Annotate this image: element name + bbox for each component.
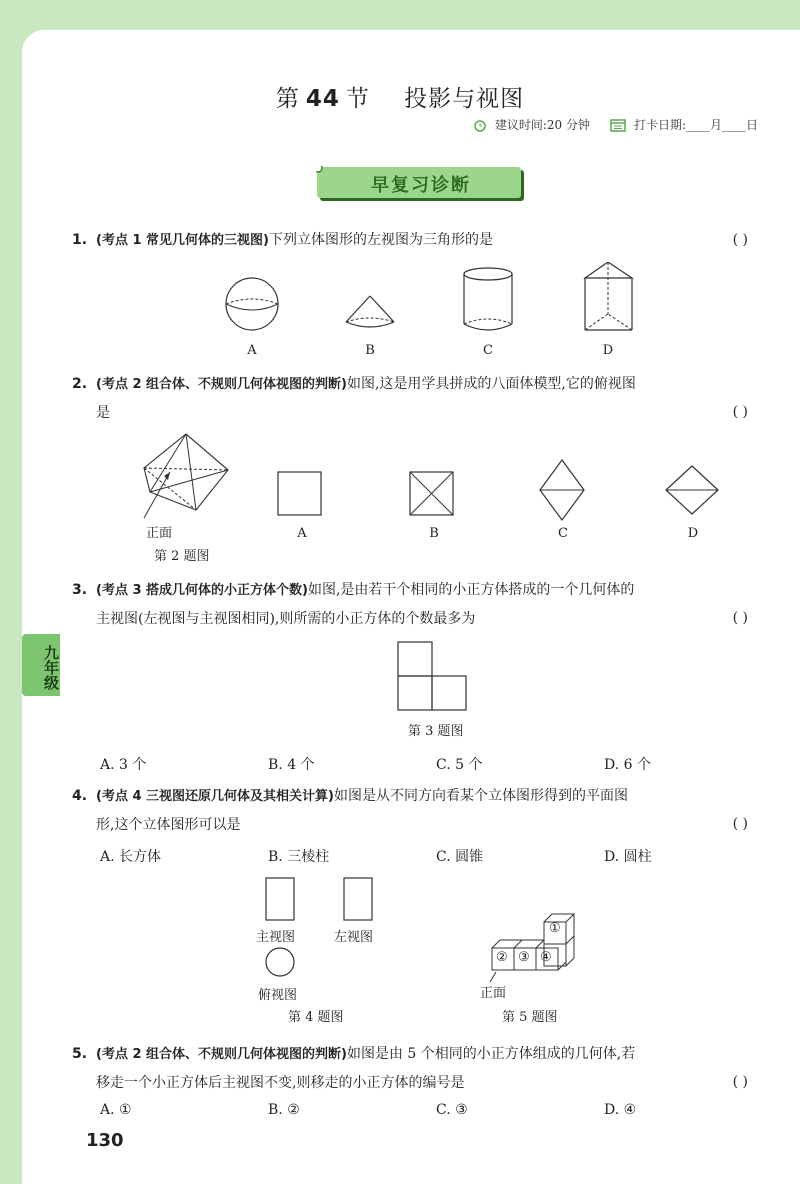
question-text-line2: 形,这个立体图形可以是 (96, 817, 241, 833)
q4-left-view-label: 左视图 (334, 930, 374, 945)
question-text-line2: 主视图(左视图与主视图相同),则所需的小正方体的个数最多为 (96, 611, 476, 627)
octahedron-shape (144, 434, 228, 518)
section-title (0, 80, 800, 113)
meta-line (473, 116, 758, 133)
question-5 (72, 1040, 766, 1097)
question-text-line2: 移走一个小正方体后主视图不变,则移走的小正方体的编号是 (96, 1075, 465, 1091)
q4-option-d: D. 圆柱 (604, 849, 652, 865)
section-name: 投影与视图 (404, 86, 525, 112)
q3-fig-caption: 第 3 题图 (408, 724, 464, 739)
question-tag: (考点 4 三视图还原几何体及其相关计算) (96, 789, 334, 804)
q4-front-view-label: 主视图 (256, 930, 296, 945)
cube-2-label: ② (496, 950, 508, 965)
q5-option-a: A. ① (100, 1102, 132, 1118)
option-a-square (278, 472, 321, 515)
question-number: 4. (72, 788, 88, 804)
q2-label-a: A (297, 526, 307, 541)
q4-option-b: B. 三棱柱 (268, 849, 330, 865)
question-text: 如图,是由若干个相同的小正方体搭成的一个几何体的 (307, 582, 635, 598)
cube-1-label: ① (549, 921, 561, 936)
q3-option-d: D. 6 个 (604, 757, 651, 773)
question-2 (72, 370, 766, 427)
q5-cube-figure (478, 908, 588, 984)
review-banner (316, 166, 526, 202)
question-text: 如图是从不同方向看某个立体图形得到的平面图 (333, 788, 628, 804)
banner-text: 早复习诊断 (371, 175, 471, 196)
option-c-tall-rhombus (540, 460, 584, 520)
q3-option-a: A. 3 个 (100, 757, 147, 773)
answer-paren: ( ) (732, 610, 748, 626)
q2-front-label: 正面 (146, 526, 173, 541)
grade-side-tab: 九年级 (22, 634, 60, 696)
q2-fig-caption: 第 2 题图 (154, 549, 210, 564)
q1-label-b: B (365, 343, 375, 358)
question-number: 1. (72, 232, 88, 248)
page-number: 130 (86, 1130, 124, 1151)
q2-label-d: D (687, 526, 699, 541)
cylinder-shape (464, 268, 512, 330)
q4-option-a: A. 长方体 (100, 849, 162, 865)
q4-top-view-label: 俯视图 (258, 988, 298, 1003)
question-number: 3. (72, 582, 88, 598)
answer-paren: ( ) (732, 816, 748, 832)
q1-figures (200, 262, 660, 342)
question-tag: (考点 2 组合体、不规则几何体视图的判断) (96, 377, 347, 392)
question-tag: (考点 1 常见几何体的三视图) (96, 233, 269, 248)
section-label: 第 (275, 86, 300, 112)
question-tag: (考点 2 组合体、不规则几何体视图的判断) (96, 1047, 347, 1062)
question-number: 2. (72, 376, 88, 392)
option-b-square-x (410, 472, 453, 515)
answer-paren: ( ) (732, 232, 748, 248)
section-suffix: 节 (345, 86, 370, 112)
answer-paren: ( ) (732, 1074, 748, 1090)
question-text-line2: 是 (96, 405, 110, 421)
question-1 (72, 226, 766, 255)
triangular-prism-shape (585, 262, 632, 330)
question-tag: (考点 3 搭成几何体的小正方体个数) (96, 583, 308, 598)
q5-option-b: B. ② (268, 1102, 300, 1118)
q3-front-view (396, 640, 468, 712)
cube-4-label: ④ (540, 950, 552, 965)
q1-label-d: D (602, 343, 614, 358)
q1-label-c: C (483, 343, 493, 358)
option-d-wide-rhombus (666, 466, 718, 514)
left-view-rect (344, 878, 372, 920)
q4-fig-caption: 第 4 题图 (288, 1010, 344, 1025)
question-3 (72, 576, 766, 633)
cone-shape (346, 296, 394, 327)
front-view-rect (266, 878, 294, 920)
question-text: 下列立体图形的左视图为三角形的是 (268, 232, 493, 248)
checkin-date: 打卡日期:____月____日 (633, 118, 758, 132)
q5-front-label: 正面 (480, 986, 507, 1001)
q3-option-c: C. 5 个 (436, 757, 483, 773)
q3-option-b: B. 4 个 (268, 757, 315, 773)
q5-option-c: C. ③ (436, 1102, 468, 1118)
suggest-time: 建议时间:20 分钟 (494, 118, 590, 132)
cube-3-label: ③ (518, 950, 530, 965)
q5-option-d: D. ④ (604, 1102, 637, 1118)
question-4 (72, 782, 766, 839)
section-number: 44 (305, 86, 340, 112)
sphere-shape (226, 278, 278, 330)
question-number: 5. (72, 1046, 88, 1062)
q1-label-a: A (247, 343, 257, 358)
alarm-clock-icon (473, 118, 487, 132)
top-view-circle (266, 948, 294, 976)
question-text: 如图是由 5 个相同的小正方体组成的几何体,若 (346, 1046, 636, 1062)
calendar-icon (610, 118, 626, 132)
q2-label-c: C (558, 526, 568, 541)
question-text: 如图,这是用学具拼成的八面体模型,它的俯视图 (346, 376, 636, 392)
q5-fig-caption: 第 5 题图 (502, 1010, 558, 1025)
answer-paren: ( ) (732, 404, 748, 420)
q2-label-b: B (429, 526, 439, 541)
q4-option-c: C. 圆锥 (436, 849, 484, 865)
